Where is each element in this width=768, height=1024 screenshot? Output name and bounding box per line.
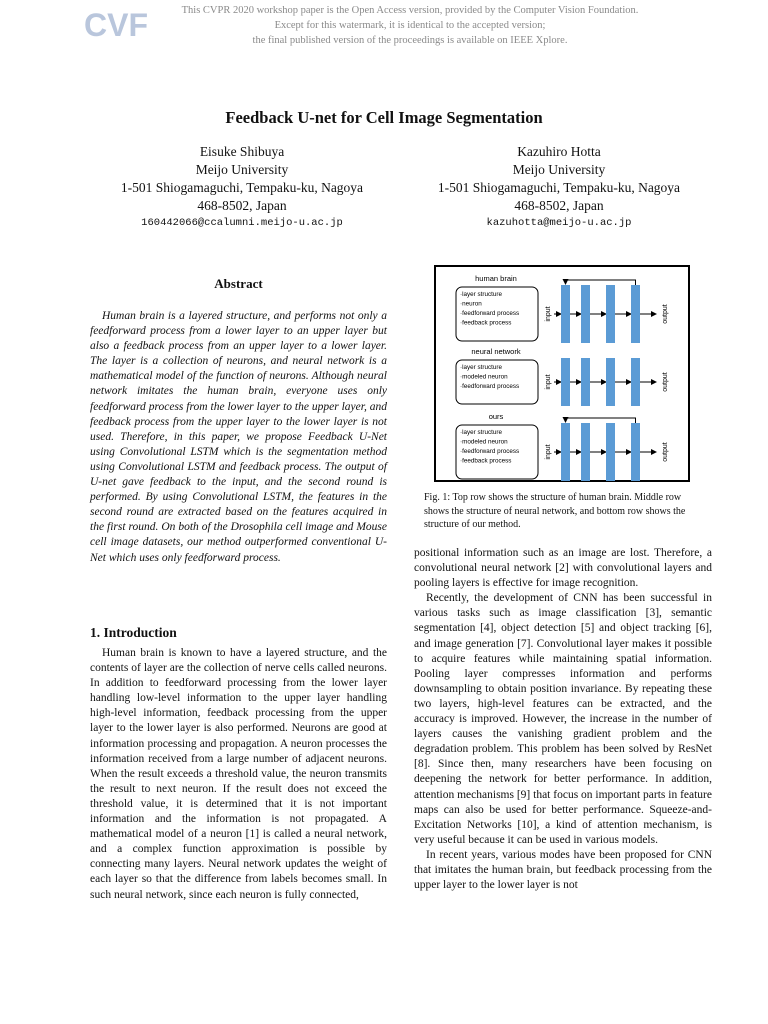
figure-layer-bar xyxy=(631,285,640,343)
watermark-notice xyxy=(150,3,670,48)
author-affiliation: Meijo University xyxy=(512,162,606,177)
figure-row-item: ·feedforward process xyxy=(460,448,520,455)
author-postal: 468-8502, Japan xyxy=(197,198,287,213)
paper-title: Feedback U-net for Cell Image Segmentation xyxy=(225,108,543,127)
figure-row-item: ·neuron xyxy=(460,300,482,308)
figure-input-label: input xyxy=(545,306,552,322)
figure-layer-bar xyxy=(581,358,590,406)
section-heading-introduction: 1. Introduction xyxy=(90,625,177,640)
watermark-line: the final published version of the proceedings is available on IEEE Xplore. xyxy=(252,35,568,46)
figure-row-title: ours xyxy=(488,412,504,421)
figure-row-title: neural network xyxy=(471,347,521,356)
figure-layer-bar xyxy=(606,285,615,343)
figure-layer-bar xyxy=(606,423,615,481)
author-address: 1-501 Shiogamaguchi, Tempaku-ku, Nagoya xyxy=(437,180,681,195)
author-address: 1-501 Shiogamaguchi, Tempaku-ku, Nagoya xyxy=(120,180,364,195)
figure-row-item: ·modeled neuron xyxy=(460,373,508,381)
figure-row-item: ·modeled neuron xyxy=(460,438,508,446)
figure-input-label: input xyxy=(545,444,552,460)
figure-row-item: ·layer structure xyxy=(460,364,502,371)
author-block-2 xyxy=(394,143,724,231)
figure-output-label: output xyxy=(662,372,669,392)
author-affiliation: Meijo University xyxy=(195,162,289,177)
figure-layer-bar xyxy=(561,285,570,343)
author-name: Kazuhiro Hotta xyxy=(517,144,601,159)
author-name: Eisuke Shibuya xyxy=(199,144,285,159)
figure-layer-bar xyxy=(561,358,570,406)
figure-output-label: output xyxy=(662,442,669,462)
figure-layer-bar xyxy=(631,423,640,481)
figure-row-item: ·feedback process xyxy=(460,319,512,327)
figure-row-item: ·feedback process xyxy=(460,457,512,465)
author-block-1 xyxy=(77,143,407,231)
figure-layer-bar xyxy=(561,423,570,481)
right-column-text xyxy=(414,546,712,893)
watermark-line: This CVPR 2020 workshop paper is the Open Access version, provided by the Computer Vision Foundation. xyxy=(181,5,639,16)
figure-output-label: output xyxy=(662,304,669,324)
cvf-logo-text: CVF xyxy=(84,7,148,43)
figure-layer-bar xyxy=(631,358,640,406)
intro-paragraph: In recent years, various modes have been proposed for CNN that imitates the human brain, but feedback processing from the upper layer to the lower layer is not xyxy=(414,848,712,892)
figure-row-item: ·layer structure xyxy=(460,429,502,436)
cvf-logo xyxy=(84,6,148,43)
intro-paragraph: Recently, the development of CNN has been successful in various tasks such as image classification [3], semantic segmentation [4], object detection [5] and object tracking [6], and image generation [7]. Convolutional layer makes it possible to acquire features while maintaining spatial information. Pooling layer compresses information and performs downsampling to obtain position invariance. By repeating these two layers, high-level features can be extracted, and the accuracy is improved. However, the increase in the number of layers causes the vanishing gradient problem and the degradation problem. This problem has been solved by ResNet [8]. Since then, many researchers have been focusing on deepening the network for better performance. In addition, attention mechanisms [9] that focus on important parts in feature maps can also be used for better performance. Squeeze-and-Excitation Networks [10], a kind of attention mechanism, is very useful because it can be used in various models. xyxy=(414,592,712,846)
intro-paragraph: positional information such as an image are lost. Therefore, a convolutional neural network [2] with convolutional layers and pooling layers is effective for image recognition. xyxy=(414,547,712,590)
abstract-heading: Abstract xyxy=(214,276,263,291)
figure-row-item: ·feedforward process xyxy=(460,383,520,390)
author-email[interactable]: 160442066@ccalumni.meijo-u.ac.jp xyxy=(141,217,343,229)
figure-input-label: input xyxy=(545,374,552,390)
figure-layer-bar xyxy=(581,285,590,343)
figure-row-title: human brain xyxy=(475,274,517,283)
author-postal: 468-8502, Japan xyxy=(514,198,604,213)
intro-paragraph: Human brain is known to have a layered structure, and the contents of layer are the collection of nerve cells called neurons. In addition to feedforward processing from the lower layer handling low-level information to the upper layer handling high-level information, feedback processing from the upper layer to the lower layer is also performed. Neurons are good at information processing and propagation. A neuron processes the information received from a large number of adjacent neurons. When the result exceeds a threshold value, the neuron transmits the result to next neuron. If the result does not exceed the threshold value, it is determined that it is not important information and the information is not propagated. A mathematical model of a neuron [1] is called a neural network, and a complex function approximation is possible by connecting many layers. Neural network updates the weight of each layer so that the difference from labels becomes small. In such neural network, since each neuron is fully connected, xyxy=(90,647,387,901)
figure-row-item: ·feedforward process xyxy=(460,310,520,317)
figure-layer-bar xyxy=(581,423,590,481)
figure-1-caption: Fig. 1: Top row shows the structure of human brain. Middle row shows the structure of neural network, and bottom row shows the structure of our method. xyxy=(424,492,686,530)
figure-layer-bar xyxy=(606,358,615,406)
abstract-text: Human brain is a layered structure, and performs not only a feedforward process from a lower layer to an upper layer but also a feedback process from an upper layer to a lower layer. The layer is a collection of neurons, and neural network is a mathematical model of the function of neurons. Although neural network imitates the human brain, everyone uses only feedforward process from the lower layer to the upper layer, and feedback process from the upper layer to the lower layer is not used. Therefore, in this paper, we propose Feedback U-Net using Convolutional LSTM which is the segmentation method using Convolutional LSTM and feedback process. The output of U-net gave feedback to the input, and the second round is performed. By using Convolutional LSTM, the features in the second round are extracted based on the features acquired in the first round. On both of the Drosophila cell image and Mouse cell image datasets, our method outperformed conventional U-Net which uses only feedforward process. xyxy=(90,310,387,564)
figure-row-item: ·layer structure xyxy=(460,291,502,298)
author-email[interactable]: kazuhotta@meijo-u.ac.jp xyxy=(486,217,632,229)
watermark-line: Except for this watermark, it is identical to the accepted version; xyxy=(274,20,546,31)
figure-1-diagram xyxy=(434,265,690,482)
